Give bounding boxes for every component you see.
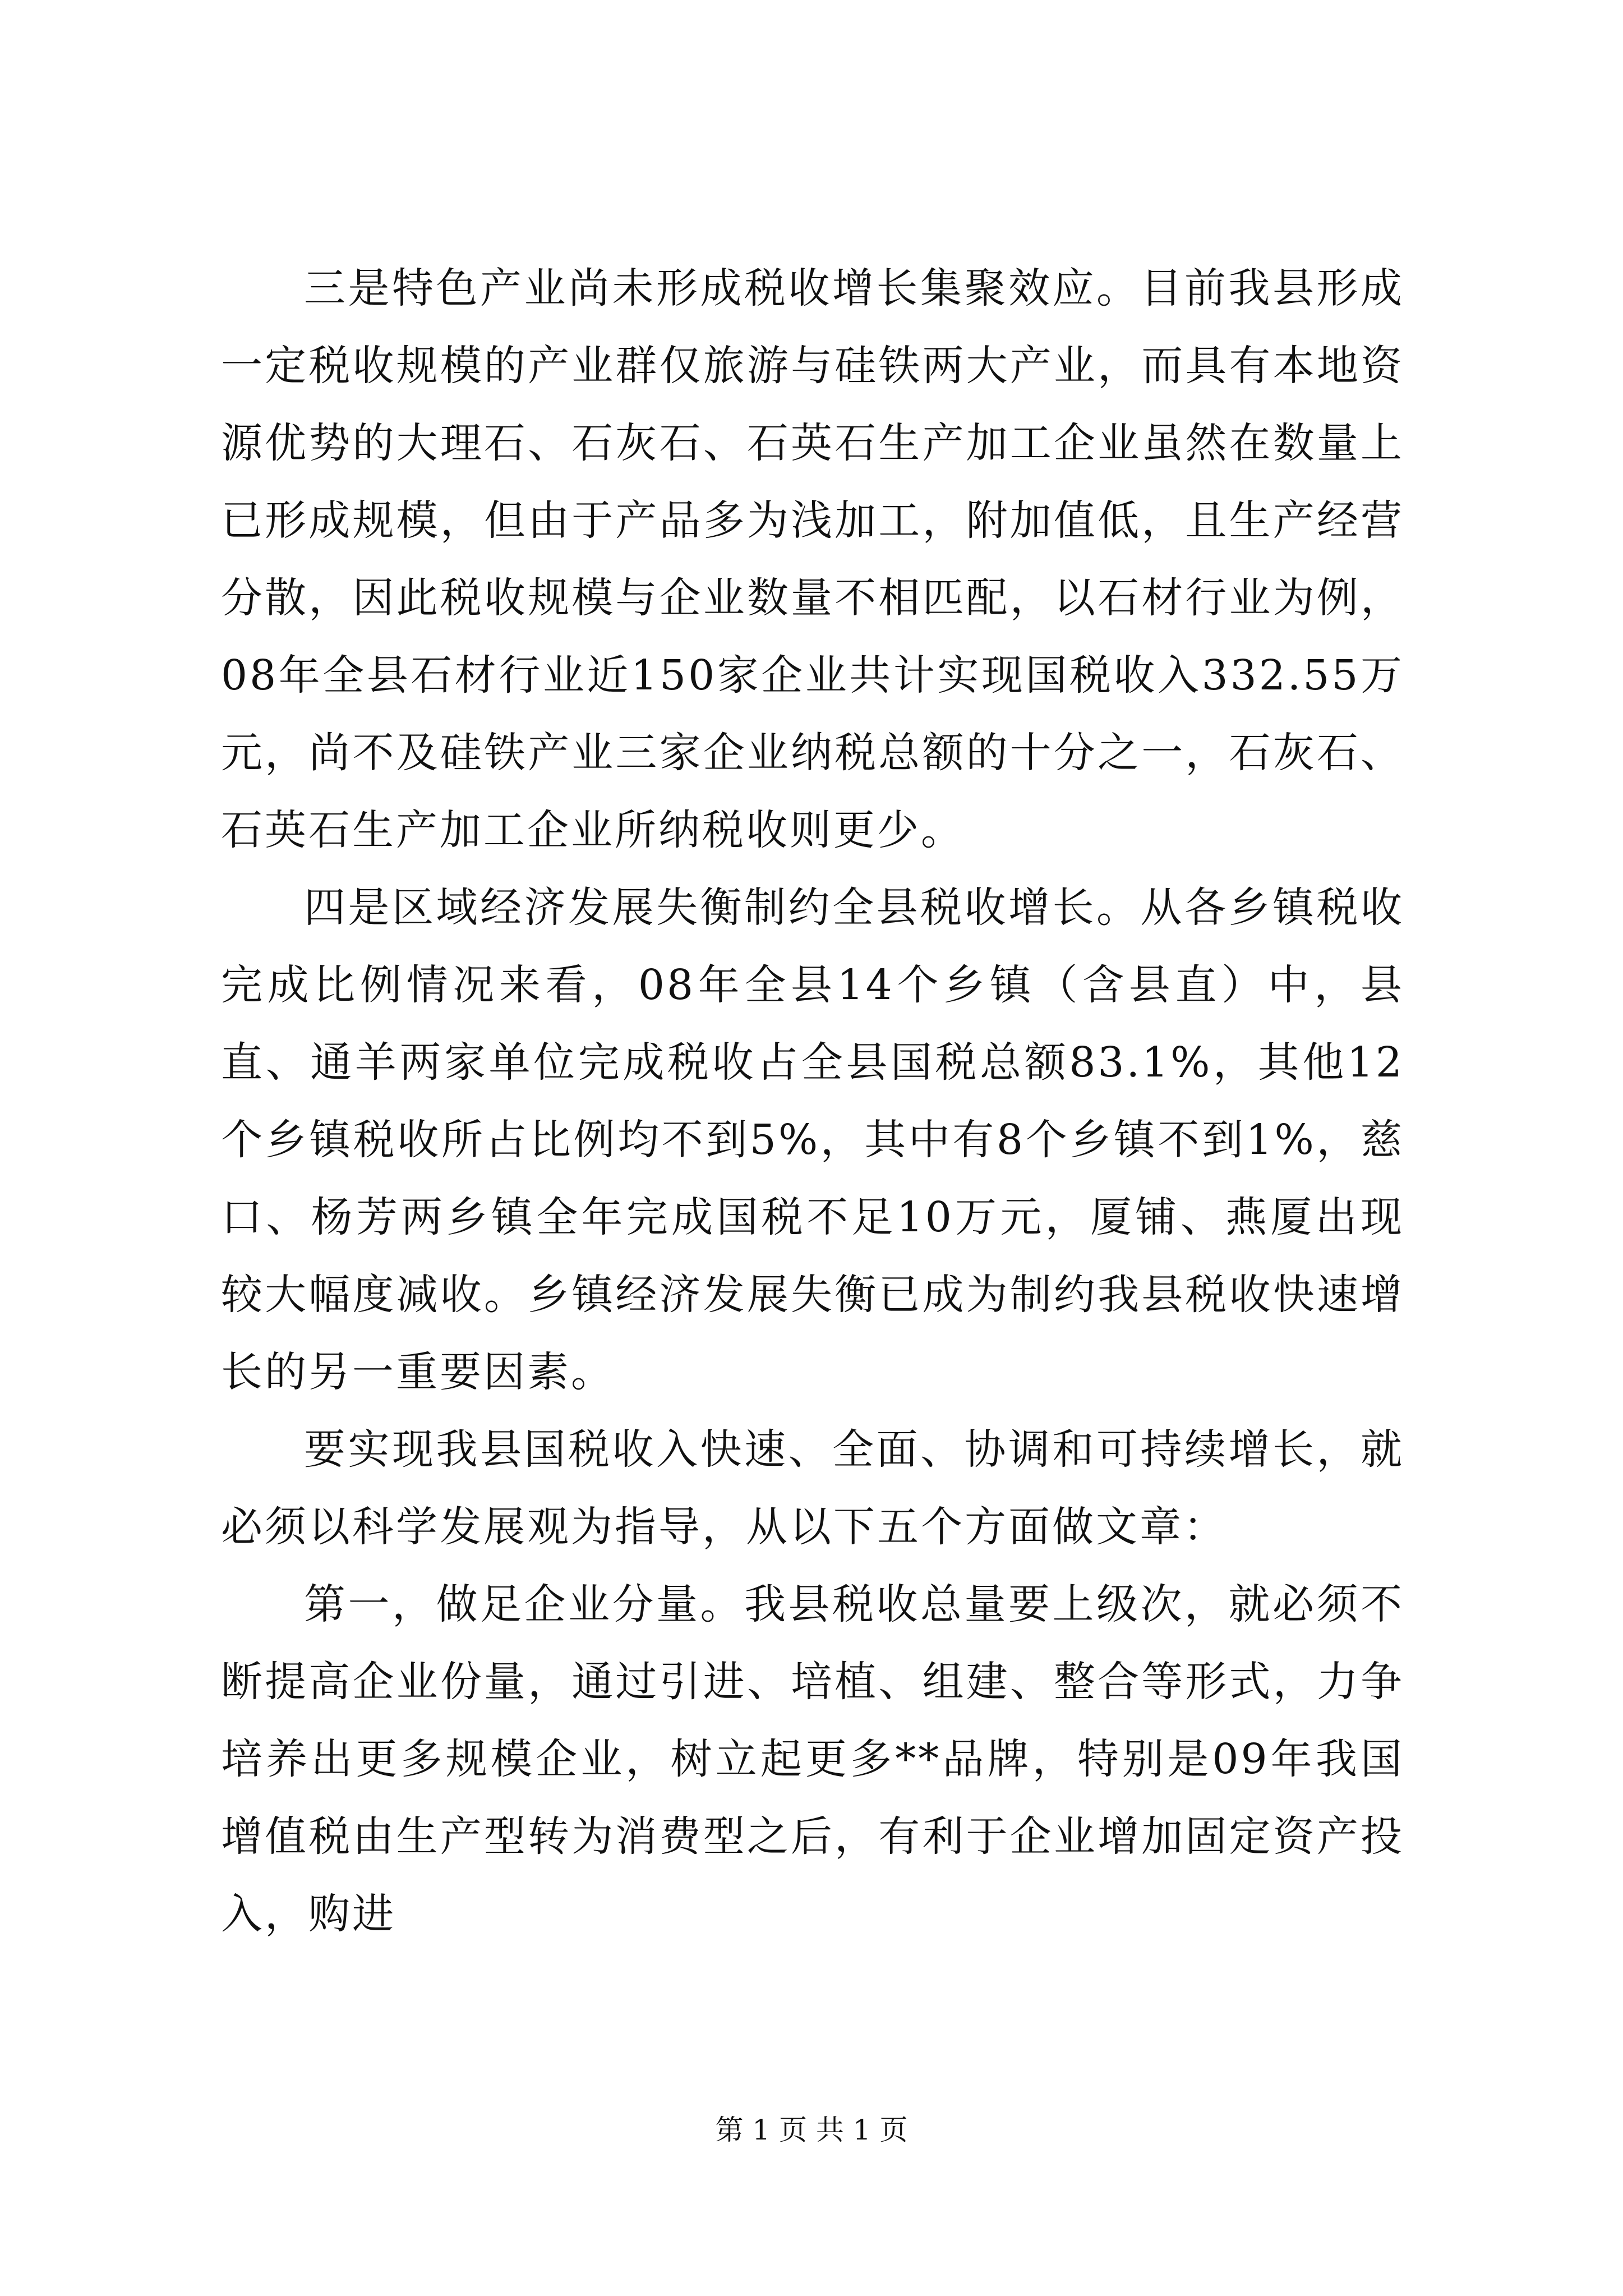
paragraph-five-aspects-intro: 要实现我县国税收入快速、全面、协调和可持续增长，就必须以科学发展观为指导，从以下五个方面做文章： [221,1425,1404,1551]
paragraph-enterprise-weight: 第一，做足企业分量。我县税收总量要上级次，就必须不断提高企业份量，通过引进、培植、组建、整合等形式，力争培养出更多规模企业，树立起更多**品牌，特别是09年我国增值税由生产型转为消费型之后，有利于企业增加固定资产投入，购进 [221,1580,1404,1938]
document-body [221,250,1404,1953]
page-footer: 第 1 页 共 1 页 [715,2114,908,2146]
paragraph-regional-imbalance: 四是区域经济发展失衡制约全县税收增长。从各乡镇税收完成比例情况来看，08年全县14个乡镇（含县直）中，县直、通羊两家单位完成税收占全县国税总额83.1%，其他12个乡镇税收所占比例均不到5%，其中有8个乡镇不到1%，慈口、杨芳两乡镇全年完成国税不足10万元，厦铺、燕厦出现较大幅度减收。乡镇经济发展失衡已成为制约我县税收快速增长的另一重要因素。 [221,884,1404,1396]
paragraph-specialty-industry: 三是特色产业尚未形成税收增长集聚效应。目前我县形成一定税收规模的产业群仅旅游与硅铁两大产业，而具有本地资源优势的大理石、石灰石、石英石生产加工企业虽然在数量上已形成规模，但由于产品多为浅加工，附加值低，且生产经营分散，因此税收规模与企业数量不相匹配，以石材行业为例，08年全县石材行业近150家企业共计实现国税收入332.55万元，尚不及硅铁产业三家企业纳税总额的十分之一，石灰石、石英石生产加工企业所纳税收则更少。 [221,264,1404,854]
